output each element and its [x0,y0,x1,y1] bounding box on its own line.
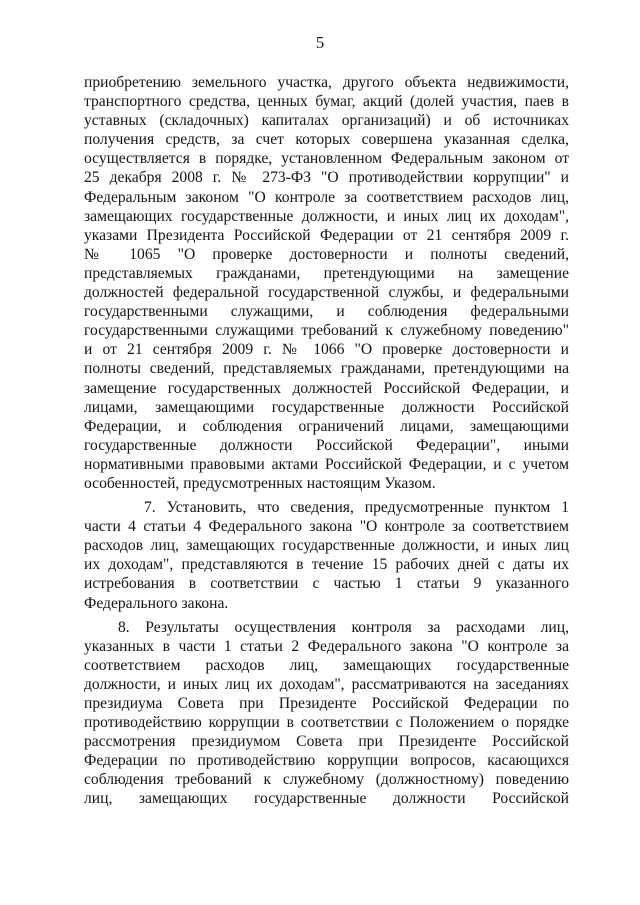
text-line: Федеральным законом "О контроле за соответствием расходов лиц, [84,188,569,206]
text-line: представляемых гражданами, претендующими на замещение [84,264,569,282]
text-line: соблюдения требований к служебному (должностному) поведению [84,771,569,789]
text-line: указанных в части 1 статьи 2 Федерального закона "О контроле за [84,637,569,655]
text-line: государственными служащими, и соблюдения федеральными [84,303,569,321]
text-line: части 4 статьи 4 Федерального закона "О контроле за соответствием [84,518,569,536]
text-line: замещающих государственные должности, и иных лиц их доходам", [84,207,569,225]
text-line: 7. Установить, что сведения, предусмотренные пунктом 1 [144,499,569,517]
text-line: рассмотрения президиумом Совета при Президенте Российской [84,733,569,751]
text-line: и от 21 сентября 2009 г. № 1066 "О проверке достоверности и [84,341,569,359]
text-line: противодействию коррупции в соответствии с Положением о порядке [84,714,569,732]
text-line: истребования в соответствии с частью 1 статьи 9 указанного [84,575,569,593]
text-line: государственными служащими требований к служебному поведению" [84,322,569,340]
text-line: 25 декабря 2008 г. № 273-ФЗ "О противодействии коррупции" и [84,169,569,187]
text-line: указами Президента Российской Федерации от 21 сентября 2009 г. [84,226,569,244]
text-line: Федерации, и соблюдения ограничений лицами, замещающими [84,417,569,435]
text-line: нормативными правовыми актами Российской Федерации, и с учетом [84,455,569,473]
paragraph-item-8 [84,618,569,809]
text-line: приобретению земельного участка, другого объекта недвижимости, [84,74,569,91]
text-line: соответствием расходов лиц, замещающих государственные [84,656,569,674]
text-line: № 1065 "О проверке достоверности и полноты сведений, [84,245,569,263]
text-line: лиц, замещающих государственные должности Российской [84,790,569,808]
text-line: Федерации по противодействию коррупции вопросов, касающихся [84,752,569,770]
text-line: получения средств, за счет которых совершена указанная сделка, [84,131,569,149]
text-line: уставных (складочных) капиталах организаций) и об источниках [84,112,569,130]
text-line: 8. Результаты осуществления контроля за расходами лиц, [118,618,569,636]
paragraph-continuation [84,73,569,493]
paragraph-item-7 [84,498,569,613]
text-line: Федерального закона. [84,594,229,612]
text-line: замещение государственных должностей Российской Федерации, и [84,379,569,397]
text-line: расходов лиц, замещающих государственные должности, и иных лиц [84,537,569,555]
document-body [84,73,569,809]
text-line: лицами, замещающими государственные должности Российской [84,398,569,416]
text-line: президиума Совета при Президенте Российской Федерации по [84,695,569,712]
text-line: их доходам", представляются в течение 15 рабочих дней с даты их [84,556,569,574]
page-number: 5 [315,33,325,52]
text-line: осуществляется в порядке, установленном Федеральным законом от [84,150,569,168]
text-line: государственные должности Российской Федерации", иными [84,436,569,454]
text-line: полноты сведений, представляемых гражданами, претендующими на [84,360,569,378]
text-line: особенностей, предусмотренных настоящим Указом. [84,474,436,492]
text-line: должности, и иных лиц их доходам", рассматриваются на заседаниях [84,675,569,693]
text-line: транспортного средства, ценных бумаг, акций (долей участия, паев в [84,93,569,111]
text-line: должностей федеральной государственной службы, и федеральными [84,284,569,302]
